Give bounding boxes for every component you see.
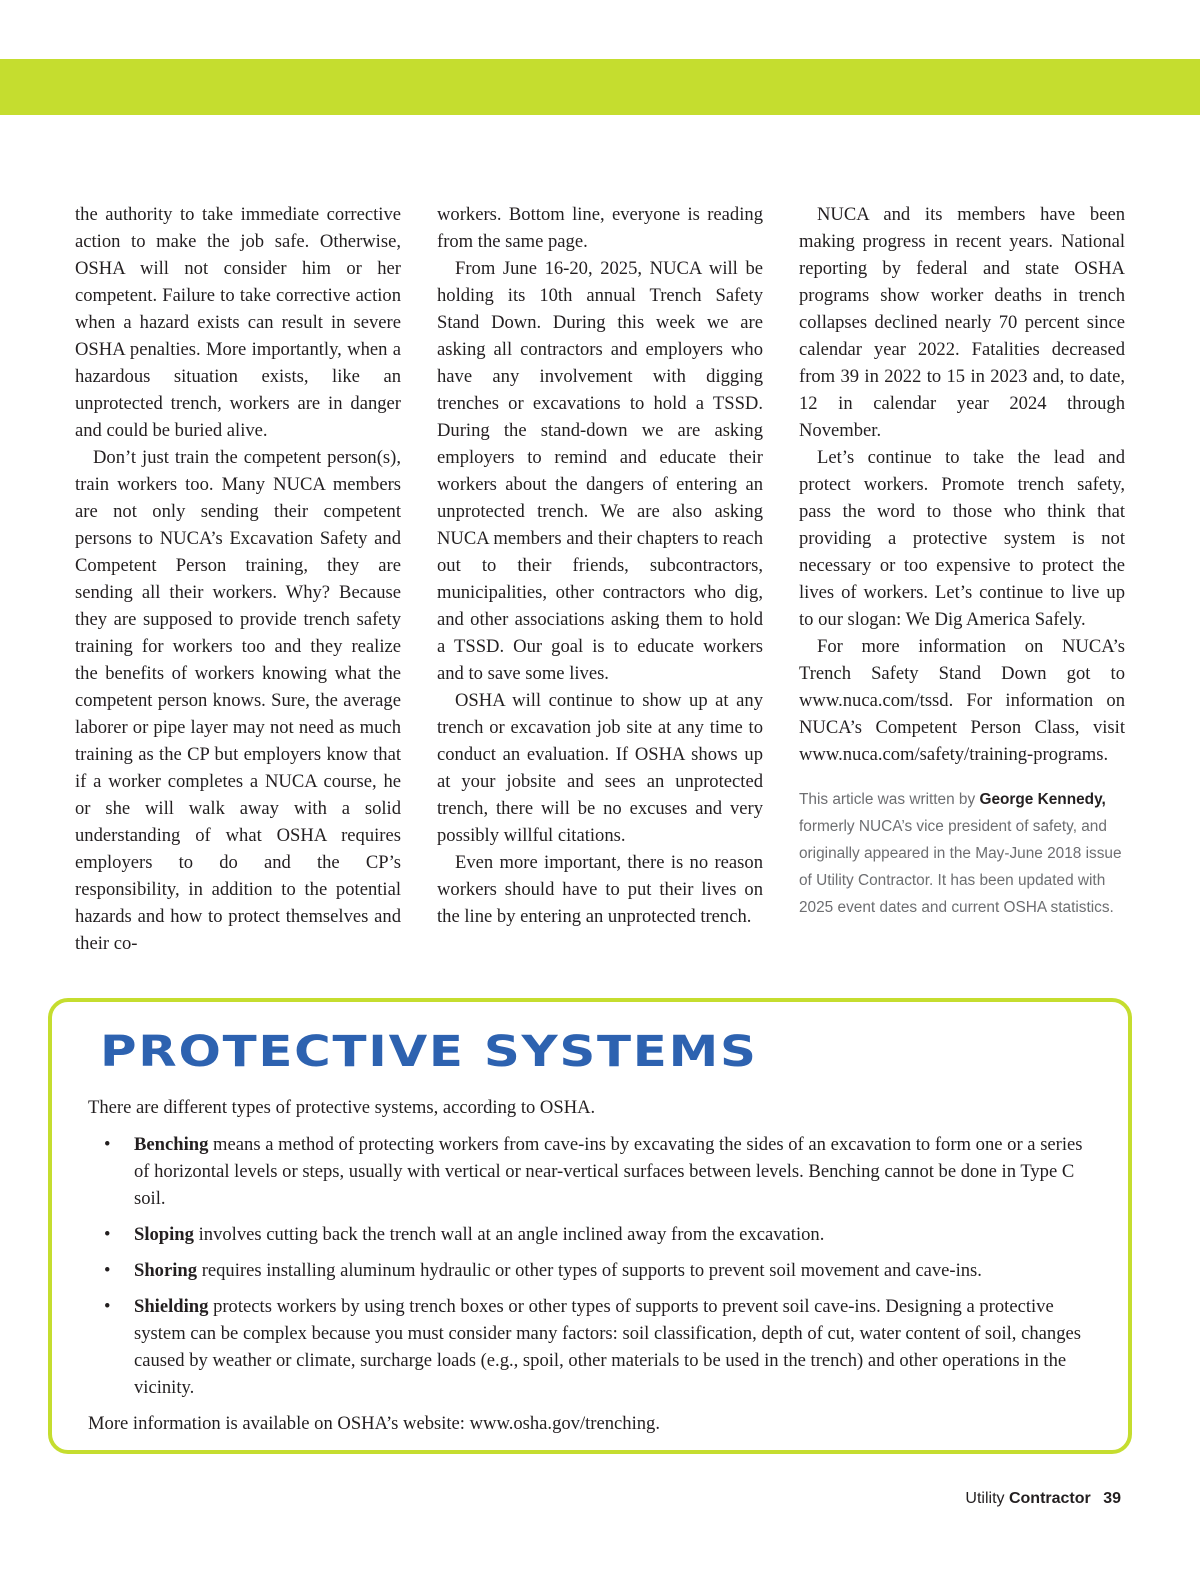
credit-text-before: This article was written by [799, 791, 980, 808]
item-term: Shoring [134, 1260, 198, 1281]
article-column-3-paragraphs [799, 201, 1125, 768]
article-column-1 [75, 201, 401, 957]
article-paragraph: OSHA will continue to show up at any trench or excavation job site at any time to conduct an evaluation. If OSHA shows up at your jobsite and sees an unprotected trench, there will be no excuses and very possibly willful citations. [437, 690, 763, 846]
item-description: means a method of protecting workers from cave-ins by excavating the sides of an excavation to form one or a series of horizontal levels or steps, usually with vertical or near-vertical surfaces between levels. Benching cannot be done in Type C soil. [134, 1134, 1083, 1209]
bullet-icon: • [104, 1296, 111, 1317]
sidebar-outro: More information is available on OSHA’s website: www.osha.gov/trenching. [88, 1413, 661, 1434]
article-paragraph: NUCA and its members have been making progress in recent years. National reporting by federal and state OSHA programs show worker deaths in trench collapses declined nearly 70 percent since calendar year 2022. Fatalities decreased from 39 in 2022 to 15 in 2023 and, to date, 12 in calendar year 2024 through November. [799, 204, 1125, 441]
sidebar-intro: There are different types of protective systems, according to OSHA. [88, 1097, 596, 1118]
item-term: Shielding [134, 1296, 209, 1317]
magazine-name-part1: Utility [965, 1490, 1005, 1507]
article-paragraph: the authority to take immediate corrective action to make the job safe. Otherwise, OSHA will not consider him or her competent. Failure to take corrective action when a hazard exists can result in severe OSHA penalties. More importantly, when a hazardous situation exists, like an unprotected trench, workers are in danger and could be buried alive. [75, 204, 401, 441]
credit-author: George Kennedy, [979, 791, 1106, 808]
protective-system-item [88, 1257, 1088, 1284]
top-color-band [0, 59, 1200, 115]
bullet-icon: • [104, 1224, 111, 1245]
item-term: Sloping [134, 1224, 194, 1245]
magazine-name-part2: Contractor [1008, 1490, 1091, 1507]
protective-system-item [88, 1131, 1088, 1212]
protective-system-item [88, 1293, 1088, 1401]
bullet-icon: • [104, 1260, 111, 1281]
sidebar-title: PROTECTIVE SYSTEMS [100, 1027, 758, 1077]
item-term: Benching [134, 1134, 209, 1155]
protective-system-item [88, 1221, 1088, 1248]
protective-systems-sidebar [48, 998, 1132, 1454]
sidebar-body [88, 1094, 1088, 1437]
article-paragraph: Even more important, there is no reason workers should have to put their lives on the line by entering an unprotected trench. [437, 852, 763, 927]
article-column-2 [437, 201, 763, 930]
protective-systems-list [88, 1131, 1088, 1401]
item-description: involves cutting back the trench wall at an angle inclined away from the excavation. [193, 1224, 825, 1245]
page-number: 39 [1103, 1490, 1121, 1507]
article-paragraph: Let’s continue to take the lead and protect workers. Promote trench safety, pass the word to those who think that providing a protective system is not necessary or too expensive to protect the lives of workers. Let’s continue to live up to our slogan: We Dig America Safely. [799, 447, 1125, 630]
article-column-3 [799, 201, 1125, 921]
page-folio [965, 1490, 1121, 1508]
article-paragraph: From June 16-20, 2025, NUCA will be holding its 10th annual Trench Safety Stand Down. During this week we are asking all contractors and employers who have any involvement with digging trenches or excavations to hold a TSSD. During the stand-down we are asking employers to remind and educate their workers about the dangers of entering an unprotected trench. We are also asking NUCA members and their chapters to reach out to their friends, subcontractors, municipalities, other contractors who dig, and other associations asking them to hold a TSSD. Our goal is to educate workers and to save some lives. [437, 258, 763, 684]
credit-text-after: formerly NUCA’s vice president of safety, and originally appeared in the May-June 2018 issue of Utility Contractor. It has been updated with 2025 event dates and current OSHA statistics. [799, 818, 1122, 916]
article-paragraph: workers. Bottom line, everyone is reading from the same page. [437, 204, 763, 252]
bullet-icon: • [104, 1134, 111, 1155]
article-paragraph: For more information on NUCA’s Trench Safety Stand Down got to www.nuca.com/tssd. For information on NUCA’s Competent Person Class, visit www.nuca.com/safety/training-programs. [799, 636, 1125, 765]
article-paragraph: Don’t just train the competent person(s), train workers too. Many NUCA members are not only sending their competent persons to NUCA’s Excavation Safety and Competent Person training, they are sending all their workers. Why? Because they are supposed to provide trench safety training for workers too and they realize the benefits of workers knowing what the competent person knows. Sure, the average laborer or pipe layer may not need as much training as the CP but employers know that if a worker completes a NUCA course, he or she will walk away with a solid understanding of what OSHA requires employers to do and the CP’s responsibility, in addition to the potential hazards and how to protect themselves and their co- [75, 447, 401, 954]
item-description: requires installing aluminum hydraulic or other types of supports to prevent soil movement and cave-ins. [197, 1260, 982, 1281]
author-credit [799, 786, 1125, 921]
item-description: protects workers by using trench boxes or other types of supports to prevent soil cave-ins. Designing a protective system can be complex because you must consider many factors: soil classification, depth of cut, water content of soil, changes caused by weather or climate, surcharge loads (e.g., spoil, other materials to be used in the trench) and other operations in the vicinity. [134, 1296, 1081, 1398]
